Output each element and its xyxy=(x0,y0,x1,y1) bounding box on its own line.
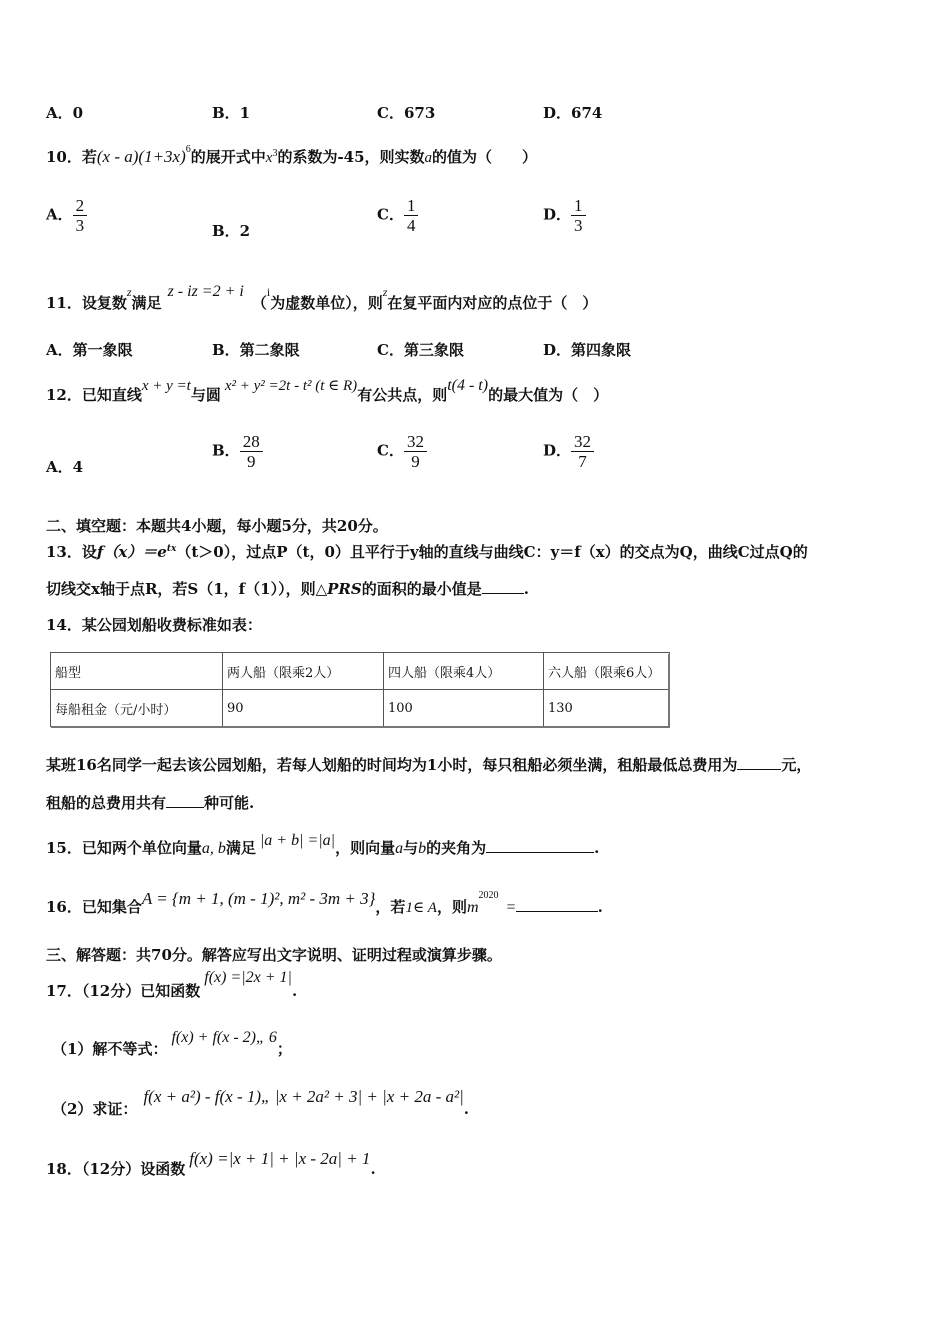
q13-number: 13．设 xyxy=(46,543,97,561)
q16-end: . xyxy=(597,898,603,916)
q17-part-2-label: （2）求证： xyxy=(52,1100,138,1118)
q12-option-c-fraction xyxy=(404,432,427,471)
fee-table-row xyxy=(51,690,670,727)
q10-a: a xyxy=(424,150,433,166)
fee-table-cell: 130 xyxy=(544,690,670,727)
q17-part-1-expression: f(x) + f(x - 2)„ 6 xyxy=(171,1029,277,1046)
q13-line2-text-b: 的面积的最小值是 xyxy=(361,580,482,598)
q10-option-d-label: D． xyxy=(543,205,572,224)
q15-a: a xyxy=(395,840,404,857)
q15-condition: |a + b| =|a| xyxy=(259,832,336,849)
question-14-line-1 xyxy=(46,754,811,775)
fee-table-header-cell: 六人船（限乘6人） xyxy=(544,653,670,690)
q12-option-a: A．4 xyxy=(46,458,84,476)
q13-text-c: P（t，0）且平行于 xyxy=(276,543,410,561)
q10-option-b: B．2 xyxy=(212,222,251,240)
q12-option-d-num: 32 xyxy=(571,432,594,452)
q12-option-b-num: 28 xyxy=(240,432,263,452)
q9-option-b: B．1 xyxy=(212,104,251,122)
q14-answer-blank-1[interactable] xyxy=(737,769,781,770)
question-10 xyxy=(46,146,537,167)
q16-m: m xyxy=(466,899,479,916)
q12-option-c-den: 9 xyxy=(411,452,420,471)
q10-expression: (x - a)(1+3x) xyxy=(96,147,186,166)
q12-option-b-den: 9 xyxy=(246,452,256,471)
q10-var: x xyxy=(265,150,273,166)
q11-option-c: C．第三象限 xyxy=(377,341,464,359)
question-13-line-2 xyxy=(46,578,529,599)
q11-satisfy: 满足 xyxy=(131,294,162,312)
q15-satisfy: 满足 xyxy=(225,839,256,857)
q15-and: 与 xyxy=(403,839,419,857)
q12-expression: t(4 - t) xyxy=(447,377,489,394)
q17-function: f(x) =|2x + 1| xyxy=(204,969,292,986)
q14-line-1-end: 元， xyxy=(781,756,812,774)
q15-mid: ，则向量 xyxy=(335,839,396,857)
q15-end: . xyxy=(594,839,600,857)
q12-mid: 有公共点，则 xyxy=(357,386,448,404)
q11-z: z xyxy=(126,285,132,299)
q13-function: f（x）＝e xyxy=(96,543,167,561)
q9-option-d: D．674 xyxy=(543,104,603,122)
q12-number: 12．已知直线 xyxy=(46,386,142,404)
q11-i: i xyxy=(266,285,271,299)
q10-text-2: 的系数为-45，则实数 xyxy=(277,148,425,166)
q17-dot: . xyxy=(291,982,298,1000)
q16-then: ，则 xyxy=(436,898,467,916)
q17-number: 17．（12分）已知函数 xyxy=(46,982,201,1000)
q12-option-b-fraction xyxy=(240,432,263,471)
q15-tail: 的夹角为 xyxy=(426,839,487,857)
q17-part-1-end: ； xyxy=(276,1040,292,1058)
q10-var-exponent: 3 xyxy=(272,148,278,159)
q10-option-c-fraction xyxy=(404,196,419,235)
q12-option-d-den: 7 xyxy=(578,452,587,471)
q13-text-e: C：y＝f（x）的交点为Q，曲线C过点Q的 xyxy=(523,543,808,561)
q15-vectors: a, b xyxy=(201,840,226,857)
table-shadow-bottom xyxy=(51,726,670,728)
q10-option-d xyxy=(543,196,586,235)
fee-table-cell: 100 xyxy=(384,690,544,727)
fee-table-header-cell: 船型 xyxy=(51,653,223,690)
q11-option-d: D．第四象限 xyxy=(543,341,632,359)
q12-option-d-label: D． xyxy=(543,441,572,460)
q14-line-2-end: 种可能. xyxy=(204,794,255,812)
fee-table xyxy=(50,652,670,727)
q17-part-1-label: （1）解不等式： xyxy=(52,1040,168,1058)
q10-option-c xyxy=(377,196,418,235)
q16-set: A = {m + 1, (m - 1)², m² - 3m + 3} xyxy=(141,889,376,908)
q15-answer-blank[interactable] xyxy=(486,852,594,853)
q17-part-2 xyxy=(52,1086,469,1118)
q11-option-b: B．第二象限 xyxy=(212,341,300,359)
section-3-heading: 三、解答题：共70分。解答应写出文字说明、证明过程或演算步骤。 xyxy=(46,946,502,964)
q12-line-eq: x + y =t xyxy=(141,378,191,394)
question-14-intro: 14．某公园划船收费标准如表： xyxy=(46,616,262,634)
q10-option-a-den: 3 xyxy=(75,216,85,235)
q12-with: 与圆 xyxy=(190,386,221,404)
q11-tail: 在复平面内对应的点位于（ ） xyxy=(387,294,598,312)
q12-tail: 的最大值为（ ） xyxy=(488,386,609,404)
q13-text-d: y轴的直线与曲线 xyxy=(409,543,524,561)
q16-exponent: 2020 xyxy=(478,890,499,901)
q10-option-a xyxy=(46,196,87,235)
q12-option-c xyxy=(377,432,427,471)
question-17 xyxy=(46,966,298,1000)
q16-equals: = xyxy=(506,899,516,916)
question-18 xyxy=(46,1148,376,1178)
q12-option-b xyxy=(212,432,263,471)
question-11 xyxy=(46,280,598,312)
q17-part-2-end: . xyxy=(463,1100,469,1118)
q13-line2-text: 切线交x轴于点R，若S（1，f（1）），则△ xyxy=(46,580,328,598)
q10-option-d-num: 1 xyxy=(571,196,586,216)
q10-option-c-num: 1 xyxy=(404,196,419,216)
question-14-line-2 xyxy=(46,792,254,813)
q13-function-exponent: tx xyxy=(166,544,177,554)
q10-tail: 的值为（ ） xyxy=(432,148,538,166)
section-2-heading: 二、填空题：本题共4小题，每小题5分，共20分。 xyxy=(46,517,388,535)
q12-option-d xyxy=(543,432,594,471)
q18-number: 18．（12分）设函数 xyxy=(46,1160,186,1178)
q16-number: 16．已知集合 xyxy=(46,898,142,916)
q10-option-a-label: A． xyxy=(46,205,73,224)
q12-option-c-num: 32 xyxy=(404,432,427,452)
fee-table-cell: 每船租金（元/小时） xyxy=(51,690,223,727)
q12-option-c-label: C． xyxy=(377,441,404,460)
q10-option-c-label: C． xyxy=(377,205,404,224)
q13-prs: PRS xyxy=(327,580,362,598)
q13-end: . xyxy=(523,580,529,598)
question-13-line-1 xyxy=(46,541,808,562)
question-15 xyxy=(46,829,600,857)
q13-text-b: （t＞0），过点 xyxy=(176,543,277,561)
q14-line-2-text: 租船的总费用共有 xyxy=(46,794,167,812)
q17-part-2-expression: f(x + a²) - f(x - 1)„ |x + 2a² + 3| + |x + 2a - a²| xyxy=(143,1087,464,1106)
q10-option-c-den: 4 xyxy=(406,216,416,235)
q9-option-c: C．673 xyxy=(377,104,436,122)
q15-b: b xyxy=(418,840,427,857)
q11-equation: z - iz =2 + i xyxy=(167,283,244,300)
q10-exponent: 6 xyxy=(185,144,191,155)
q14-line-1-text: 某班16名同学一起去该公园划船，若每人划船的时间均为1小时，每只租船必须坐满，租船最低总费用为 xyxy=(46,756,738,774)
question-12 xyxy=(46,374,609,404)
q13-answer-blank[interactable] xyxy=(482,593,524,594)
q11-number: 11．设复数 xyxy=(46,294,127,312)
q10-option-d-fraction xyxy=(571,196,586,235)
q16-answer-blank[interactable] xyxy=(516,911,598,912)
q10-number: 10．若 xyxy=(46,148,97,166)
q14-answer-blank-2[interactable] xyxy=(166,807,204,808)
table-shadow-right xyxy=(668,654,670,728)
q11-z2: z xyxy=(382,285,388,299)
q12-circle-eq: x² + y² =2t - t² (t ∈ R) xyxy=(224,378,358,394)
q10-text-1: 的展开式中 xyxy=(190,148,266,166)
q18-function: f(x) =|x + 1| + |x - 2a| + 1 xyxy=(189,1149,371,1168)
fee-table-cell: 90 xyxy=(223,690,384,727)
q12-option-d-fraction xyxy=(571,432,594,471)
q9-option-a: A．0 xyxy=(46,104,84,122)
q12-option-b-label: B． xyxy=(212,441,240,460)
q10-option-a-fraction xyxy=(73,196,88,235)
q11-option-a: A．第一象限 xyxy=(46,341,133,359)
question-16 xyxy=(46,888,603,916)
q15-number: 15．已知两个单位向量 xyxy=(46,839,202,857)
fee-table-header-cell: 四人船（限乘4人） xyxy=(384,653,544,690)
q10-option-d-den: 3 xyxy=(574,216,583,235)
q16-mid: ，若 xyxy=(375,898,406,916)
q11-paren: （ xyxy=(251,294,267,312)
q18-dot: . xyxy=(370,1160,376,1178)
q10-option-a-num: 2 xyxy=(73,196,88,216)
q16-condition: 1∈ A xyxy=(405,900,437,916)
q17-part-1 xyxy=(52,1026,292,1058)
fee-table-header-row xyxy=(51,653,670,690)
q11-unit: 为虚数单位），则 xyxy=(270,294,383,312)
fee-table-header-cell: 两人船（限乘2人） xyxy=(223,653,384,690)
